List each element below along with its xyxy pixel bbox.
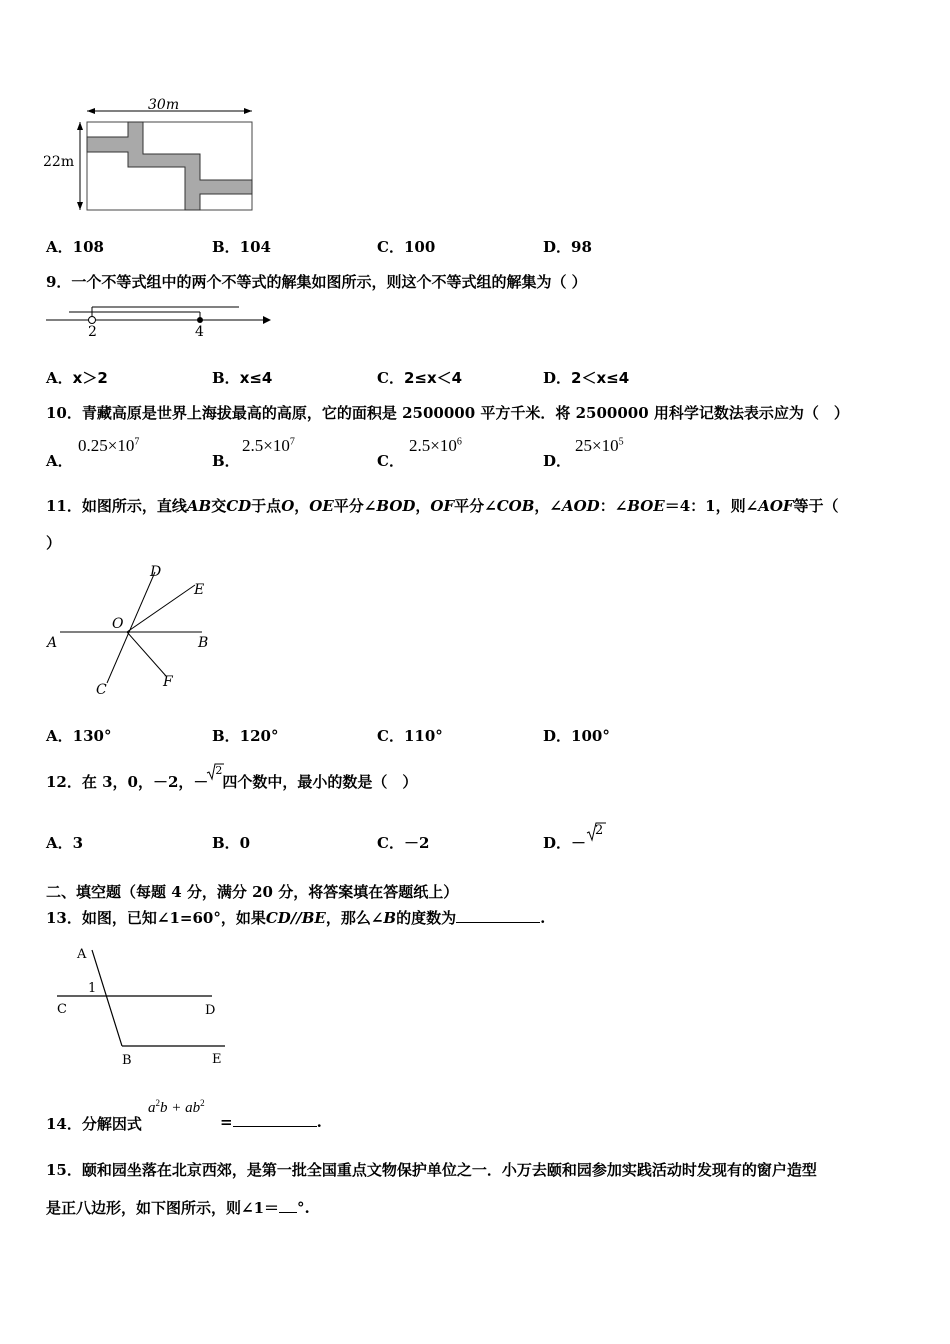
q11-boe: BOE: [627, 497, 665, 515]
q10-option-b-value: [242, 436, 295, 456]
q11-label-c: C: [96, 682, 107, 698]
q9-option-a-letter: A．: [46, 369, 73, 387]
q11-stem-b: 交: [211, 497, 227, 515]
q9-option-b[interactable]: [212, 367, 272, 388]
q11-stem-c: 于点: [251, 497, 282, 515]
q10-option-b-mantissa: 2.5×10: [242, 436, 290, 455]
q11-stem-d: ，: [294, 497, 310, 515]
q15-line2-b: °.: [297, 1199, 310, 1217]
q11-stem-f: ，: [415, 497, 431, 515]
q15-answer-blank[interactable]: [279, 1212, 297, 1213]
q13-label-d: D: [205, 1003, 216, 1018]
q8-option-a[interactable]: A．108: [46, 238, 104, 256]
q11-ab: AB: [186, 497, 212, 515]
q10-option-a-value: [78, 436, 139, 456]
q12-option-c[interactable]: C．－2: [377, 834, 430, 852]
q9-option-d[interactable]: [543, 367, 629, 388]
q12-stem-a: 12．在 3，0，－2，－: [46, 773, 209, 791]
q12-option-d-text: D．－: [543, 834, 587, 852]
q13-figure: [50, 940, 235, 1070]
q14-expression: [148, 1098, 205, 1117]
q13-stem-end: .: [540, 909, 546, 927]
q9-option-a-text: x＞2: [72, 369, 108, 387]
q10-option-c-value: [409, 436, 462, 456]
q11-option-d[interactable]: D．100°: [543, 727, 610, 745]
q13-label-a: A: [77, 947, 87, 962]
q10-option-d-value: [575, 436, 624, 456]
q10-option-c-exponent: 6: [456, 436, 462, 448]
q11-stem-k: 等于（: [793, 497, 839, 515]
q13-label-c: C: [57, 1002, 67, 1017]
q11-option-a[interactable]: A．130°: [46, 727, 112, 745]
q12-stem-b: 四个数中，最小的数是（ ）: [222, 773, 418, 791]
q10-option-a-mantissa: 0.25×10: [78, 436, 135, 455]
q11-stem-a: 11．如图所示，直线: [46, 497, 187, 515]
q13-stem-c: 的度数为: [396, 909, 457, 927]
q11-label-a: A: [47, 635, 58, 651]
q14-expr-a: a: [148, 1100, 156, 1116]
q10-option-b-letter[interactable]: B．: [212, 452, 240, 470]
q14-answer-line: [220, 1113, 322, 1131]
q14-answer-blank[interactable]: [233, 1126, 317, 1127]
q11-of: OF: [430, 497, 455, 515]
q10-option-c-mantissa: 2.5×10: [409, 436, 457, 455]
q13-b: B: [383, 909, 397, 927]
q11-cob: COB: [496, 497, 535, 515]
q11-stem-g: 平分∠: [454, 497, 497, 515]
q14-end: .: [316, 1113, 322, 1131]
q8-option-d[interactable]: D．98: [543, 238, 592, 256]
q9-option-c[interactable]: [377, 367, 462, 388]
q9-option-c-text: 2≤x＜4: [403, 369, 463, 387]
q11-stem-line2: ）: [46, 534, 62, 552]
q9-option-b-letter: B．: [212, 369, 240, 387]
q15-line1: 15．颐和园坐落在北京西郊，是第一批全国重点文物保护单位之一．小万去颐和园参加实践活动时发现有的窗户造型: [46, 1161, 817, 1179]
q14-expr-b-exp: 2: [200, 1098, 205, 1108]
q9-stem: 9．一个不等式组中的两个不等式的解集如图所示，则这个不等式组的解集为（ ）: [46, 273, 587, 291]
q11-o: O: [281, 497, 295, 515]
q11-label-f: F: [163, 674, 173, 690]
q14-expr-b: b + ab: [160, 1100, 201, 1116]
q9-option-a[interactable]: [46, 367, 108, 388]
q11-aof: AOF: [758, 497, 794, 515]
q11-figure: [42, 560, 222, 700]
q13-label-e: E: [212, 1052, 222, 1067]
q12-option-a[interactable]: A．3: [46, 834, 84, 852]
q11-label-o: O: [112, 616, 124, 632]
q8-option-b[interactable]: B．104: [212, 238, 271, 256]
q13-stem-b: ，那么∠: [325, 909, 384, 927]
q13-stem: [46, 907, 545, 928]
q9-option-c-letter: C．: [377, 369, 404, 387]
q13-label-b: B: [122, 1053, 132, 1068]
q12-option-b[interactable]: B．0: [212, 834, 251, 852]
q11-stem-h: ，∠: [534, 497, 562, 515]
q11-cd: CD: [226, 497, 252, 515]
q11-option-c[interactable]: C．110°: [377, 727, 443, 745]
q9-point-2: 2: [88, 324, 97, 340]
q12-sqrt: [208, 764, 223, 787]
q10-stem: 10．青藏高原是世界上海拔最高的高原，它的面积是 2500000 平方千米．将 2500000 用科学记数法表示应为（ ）: [46, 404, 849, 422]
q9-number-line: [44, 300, 279, 345]
q12-radicand: 2: [215, 764, 223, 777]
q15-line2: [46, 1197, 310, 1218]
q12-option-d-sqrt: [586, 823, 604, 848]
q8-height-label: 22m: [43, 154, 75, 170]
q10-option-d-letter[interactable]: D．: [543, 452, 572, 470]
q11-label-b: B: [198, 635, 209, 651]
q10-option-a-exponent: 7: [134, 436, 140, 448]
q12-stem: [46, 764, 418, 792]
q8-option-c[interactable]: C．100: [377, 238, 436, 256]
q8-width-label: 30m: [148, 97, 180, 113]
q12-option-d-radicand: 2: [595, 823, 604, 838]
q9-option-d-text: 2＜x≤4: [571, 369, 630, 387]
q10-option-c-letter[interactable]: C．: [377, 452, 404, 470]
q11-stem-e: 平分∠: [333, 497, 377, 515]
q11-option-b[interactable]: B．120°: [212, 727, 279, 745]
q13-stem-a: 13．如图，已知∠1=60°，如果: [46, 909, 266, 927]
q10-option-a-letter[interactable]: A．: [46, 452, 73, 470]
q11-stem-i: ：∠: [599, 497, 628, 515]
q12-option-d[interactable]: [543, 823, 604, 853]
q11-label-d: D: [150, 564, 162, 580]
q13-cd-be: CD//BE: [265, 909, 326, 927]
q14-stem: 14．分解因式: [46, 1115, 142, 1133]
q14-eq: =: [220, 1113, 233, 1131]
q11-aod: AOD: [561, 497, 600, 515]
q11-label-e: E: [194, 582, 205, 598]
q9-point-4: 4: [195, 324, 204, 340]
q9-option-d-letter: D．: [543, 369, 572, 387]
q14-expr-a-exp: 2: [155, 1098, 160, 1108]
q11-stem-j: ＝4：1，则∠: [664, 497, 759, 515]
q10-option-b-exponent: 7: [289, 436, 295, 448]
q11-stem: [46, 495, 839, 516]
q9-option-b-text: x≤4: [239, 369, 273, 387]
q11-bod: BOD: [376, 497, 416, 515]
q10-option-d-mantissa: 25×10: [575, 436, 619, 455]
q8-figure: [40, 92, 265, 217]
section-2-heading: 二、填空题（每题 4 分，满分 20 分，将答案填在答题纸上）: [46, 883, 459, 901]
q13-label-1: 1: [88, 981, 97, 996]
q11-oe: OE: [309, 497, 334, 515]
q13-answer-blank[interactable]: [456, 922, 540, 923]
q10-option-d-exponent: 5: [618, 436, 624, 448]
q15-line2-a: 是正八边形，如下图所示，则∠1＝: [46, 1199, 280, 1217]
